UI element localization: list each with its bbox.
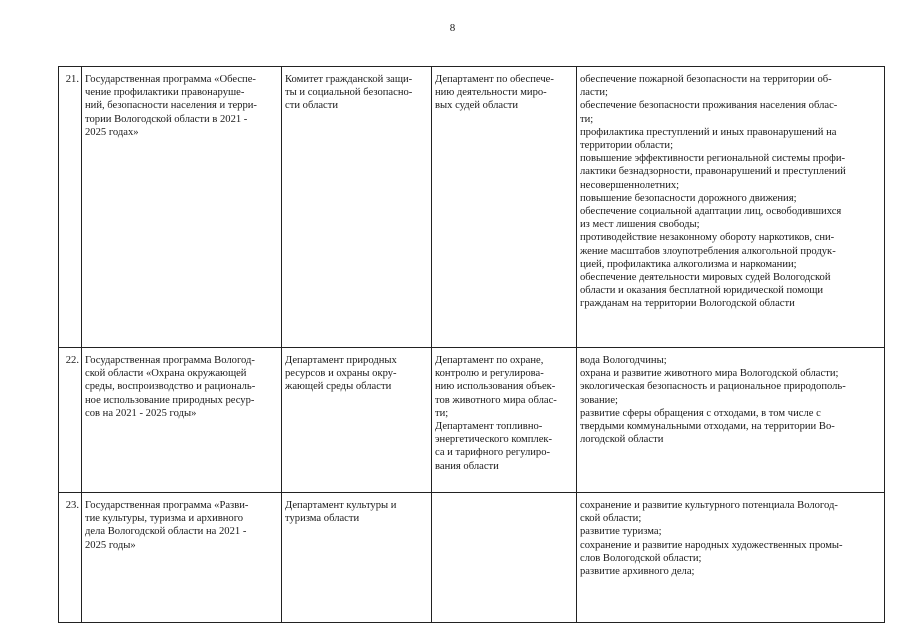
text-line: лактики безнадзорности, правонарушений и преступлений xyxy=(580,166,846,178)
table-row xyxy=(59,493,885,623)
text-line: сти области xyxy=(285,100,339,112)
text-line: слов Вологодской области; xyxy=(580,552,702,564)
text-line: профилактика преступлений и иных правонарушений на xyxy=(580,126,837,138)
row-number: 22. xyxy=(59,348,82,493)
text-line: развитие сферы обращения с отходами, в том числе с xyxy=(580,407,821,419)
text-line: Государственная программа Вологод- xyxy=(85,355,255,366)
program-title-cell xyxy=(82,493,282,623)
text-line: твердыми коммунальными отходами, на территории Во- xyxy=(580,421,835,433)
text-line: Комитет гражданской защи- xyxy=(285,74,413,85)
text-line: 2025 годах» xyxy=(85,126,139,138)
text-line: Департамент топливно- xyxy=(435,421,543,433)
text-line: тов животного мира облас- xyxy=(435,394,557,406)
text-line: 2025 годы» xyxy=(85,539,136,551)
text-line: несовершеннолетних; xyxy=(580,179,680,191)
text-line: энергетического комплек- xyxy=(435,434,553,446)
text-line: нию деятельности миро- xyxy=(435,87,547,99)
text-line: Департамент по охране, xyxy=(435,355,544,366)
text-line: жение масштабов злоупотребления алкогольной продук- xyxy=(580,245,836,257)
text-line: обеспечение безопасности проживания населения облас- xyxy=(580,100,838,112)
text-line: вода Вологодчины; xyxy=(580,355,667,366)
text-line: охрана и развитие животного мира Вологодской области; xyxy=(580,368,839,380)
text-line: цией, профилактика алкоголизма и наркомании; xyxy=(580,258,797,270)
text-line: обеспечение социальной адаптации лиц, освободившихся xyxy=(580,206,842,218)
subprograms-cell xyxy=(577,493,885,623)
text-line: нию использования объек- xyxy=(435,381,556,393)
responsible-executor-cell xyxy=(282,348,432,493)
text-line: тории Вологодской области в 2021 - xyxy=(85,113,248,125)
responsible-executor-cell xyxy=(282,67,432,348)
text-line: ской области «Охрана окружающей xyxy=(85,368,247,380)
text-line: среды, воспроизводство и рациональ- xyxy=(85,381,256,393)
subprograms-cell xyxy=(577,67,885,348)
text-line: Департамент культуры и xyxy=(285,500,397,511)
text-line: ласти; xyxy=(580,87,608,99)
co-executors-cell xyxy=(432,67,577,348)
text-line: ской области; xyxy=(580,513,642,525)
text-line: сохранение и развитие народных художественных промы- xyxy=(580,539,843,551)
text-line: контролю и регулирова- xyxy=(435,368,544,380)
text-line: Государственная программа «Обеспе- xyxy=(85,74,256,85)
table-row xyxy=(59,348,885,493)
co-executors-cell xyxy=(432,348,577,493)
programs-table xyxy=(58,66,885,623)
text-line: повышение безопасности дорожного движения; xyxy=(580,192,797,204)
text-line: Государственная программа «Разви- xyxy=(85,500,249,511)
text-line: гражданам на территории Вологодской области xyxy=(580,298,795,310)
text-line: области и оказания бесплатной юридической помощи xyxy=(580,285,824,297)
text-line: ное использование природных ресур- xyxy=(85,394,255,406)
text-line: вых судей области xyxy=(435,100,519,112)
text-line: чение профилактики правонаруше- xyxy=(85,87,245,99)
text-line: ресурсов и охраны окру- xyxy=(285,368,397,380)
text-line: са и тарифного регулиро- xyxy=(435,447,551,459)
co-executors-cell xyxy=(432,493,577,623)
program-title-cell xyxy=(82,67,282,348)
text-line: Департамент природных xyxy=(285,355,397,366)
text-line: развитие архивного дела; xyxy=(580,566,695,578)
text-line: противодействие незаконному обороту наркотиков, сни- xyxy=(580,232,835,244)
subprograms-cell xyxy=(577,348,885,493)
table-row xyxy=(59,67,885,348)
program-title-cell xyxy=(82,348,282,493)
text-line: повышение эффективности региональной системы профи- xyxy=(580,153,846,165)
text-line: сов на 2021 - 2025 годы» xyxy=(85,407,197,419)
page-number: 8 xyxy=(449,22,456,34)
text-line: из мест лишения свободы; xyxy=(580,219,700,231)
row-number: 21. xyxy=(59,67,82,348)
text-line: экологическая безопасность и рациональное природополь- xyxy=(580,381,846,393)
text-line: вания области xyxy=(435,460,499,472)
text-line: обеспечение пожарной безопасности на территории об- xyxy=(580,74,832,85)
text-line: ти; xyxy=(435,407,449,419)
text-line: дела Вологодской области на 2021 - xyxy=(85,526,247,538)
text-line: сохранение и развитие культурного потенциала Вологод- xyxy=(580,500,838,511)
text-line: обеспечение деятельности мировых судей Вологодской xyxy=(580,272,831,284)
row-number: 23. xyxy=(59,493,82,623)
text-line: логодской области xyxy=(580,434,664,446)
text-line: зование; xyxy=(580,394,618,406)
text-line: тие культуры, туризма и архивного xyxy=(85,513,244,525)
programs-table-body xyxy=(59,67,885,623)
text-line: ний, безопасности населения и терри- xyxy=(85,100,257,112)
text-line: жающей среды области xyxy=(285,381,392,393)
text-line: территории области; xyxy=(580,140,674,152)
text-line: развитие туризма; xyxy=(580,526,662,538)
text-line: ты и социальной безопасно- xyxy=(285,87,413,99)
text-line: ти; xyxy=(580,113,594,125)
responsible-executor-cell xyxy=(282,493,432,623)
text-line: туризма области xyxy=(285,513,360,525)
text-line: Департамент по обеспече- xyxy=(435,74,554,85)
